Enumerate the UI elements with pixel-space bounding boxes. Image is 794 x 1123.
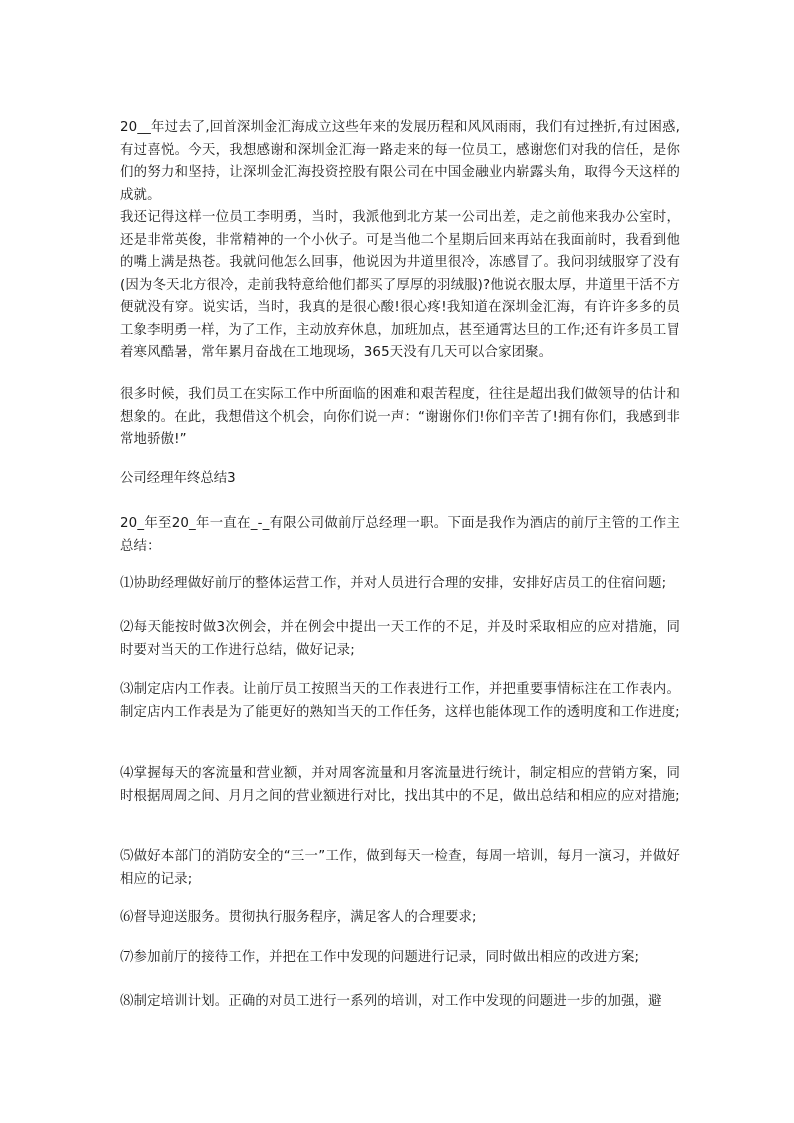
list-item-5: ⑸做好本部门的消防安全的“三一”工作，做到每天一检查，每周一培训，每月一演习，并做好相应的记录;	[120, 849, 680, 887]
list-item-2: ⑵每天能按时做3次例会，并在例会中提出一天工作的不足，并及时采取相应的应对措施，同时要对当天的工作进行总结，做好记录;	[120, 620, 680, 658]
paragraph-3: 很多时候，我们员工在实际工作中所面临的困难和艰苦程度，往往是超出我们做领导的估计和想象的。在此，我想借这个机会，向你们说一声：“谢谢你们!你们辛苦了!拥有你们，我感到非常地骄傲!”	[120, 387, 680, 447]
list-item-7: ⑺参加前厅的接待工作，并把在工作中发现的问题进行记录，同时做出相应的改进方案;	[120, 950, 640, 965]
list-item-1: ⑴协助经理做好前厅的整体运营工作，并对人员进行合理的安排，安排好店员工的住宿问题;	[120, 576, 667, 591]
intro-paragraph: 20_年至20_年一直在_-_有限公司做前厅总经理一职。下面是我作为酒店的前厅主管的工作主总结：	[120, 516, 680, 554]
paragraph-1: 20__年过去了,回首深圳金汇海成立这些年来的发展历程和风风雨雨，我们有过挫折,有过困惑,有过喜悦。今天，我想感谢和深圳金汇海一路走来的每一位员工，感谢您们对我的信任，是你们的努力和坚持，让深圳金汇海投资控股有限公司在中国金融业内崭露头角，取得今天这样的成就。	[120, 120, 680, 203]
section-title: 公司经理年终总结3	[120, 471, 236, 486]
list-item-8: ⑻制定培训计划。正确的对员工进行一系列的培训，对工作中发现的问题进一步的加强，避	[120, 994, 662, 1009]
list-item-6: ⑹督导迎送服务。贯彻执行服务程序，满足客人的合理要求;	[120, 910, 477, 925]
list-item-3: ⑶制定店内工作表。让前厅员工按照当天的工作表进行工作，并把重要事情标注在工作表内。制定店内工作表是为了能更好的熟知当天的工作任务，这样也能体现工作的透明度和工作进度;	[120, 682, 680, 720]
paragraph-2: 我还记得这样一位员工李明勇，当时，我派他到北方某一公司出差，走之前他来我办公室时，还是非常英俊，非常精神的一个小伙子。可是当他二个星期后回来再站在我面前时，我看到他的嘴上满是热苍。我就问他怎么回事，他说因为井道里很冷，冻感冒了。我问羽绒服穿了没有(因为冬天北方很冷，走前我特意给他们都买了厚厚的羽绒服)?他说衣服太厚，井道里干活不方便就没有穿。说实话，当时，我真的是很心酸!很心疼!我知道在深圳金汇海，有许许多多的员工象李明勇一样，为了工作，主动放弃休息，加班加点，甚至通霄达旦的工作;还有许多员工冒着寒风酷暑，常年累月奋战在工地现场，365天没有几天可以合家团聚。	[120, 210, 680, 360]
list-item-4: ⑷掌握每天的客流量和营业额，并对周客流量和月客流量进行统计，制定相应的营销方案，同时根据周周之间、月月之间的营业额进行对比，找出其中的不足，做出总结和相应的应对措施;	[120, 766, 680, 804]
